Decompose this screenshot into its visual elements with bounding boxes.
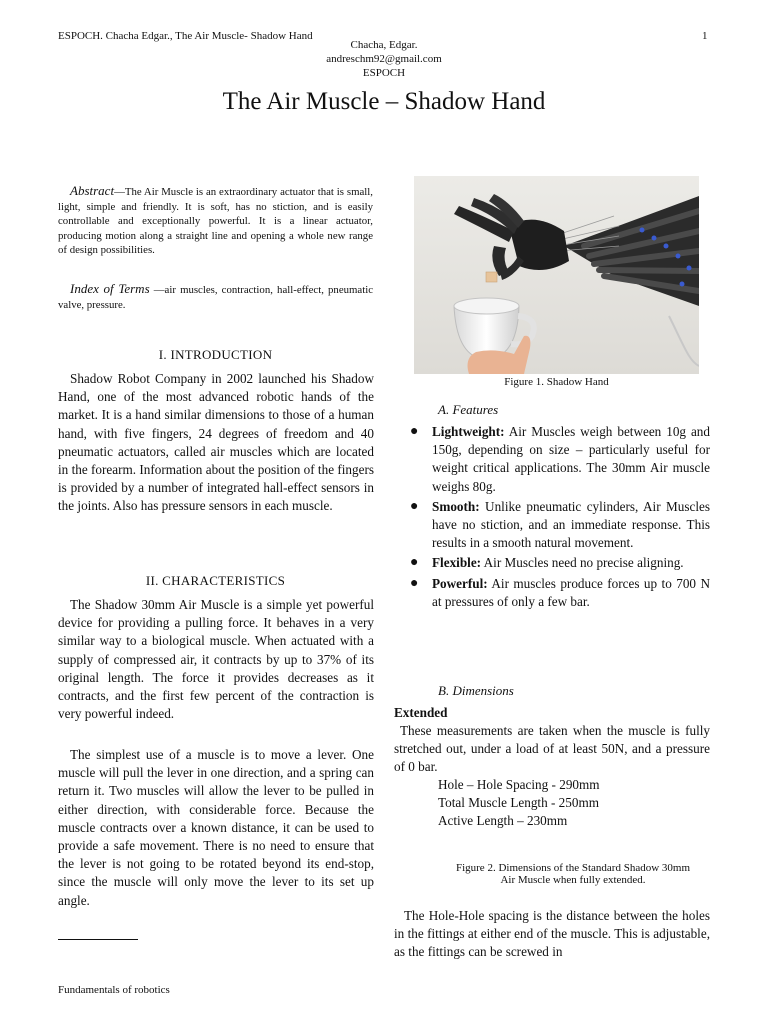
figure-2-caption-line-1: Figure 2. Dimensions of the Standard Shadow 30mm bbox=[455, 862, 691, 874]
features-item bbox=[410, 423, 710, 496]
author-email: andreschm92@gmail.com bbox=[326, 53, 442, 65]
features-item-text: Air Muscles need no precise aligning. bbox=[481, 555, 684, 571]
dimension-line: Active Length – 230mm bbox=[438, 813, 568, 829]
author-institution: ESPOCH bbox=[362, 67, 406, 79]
index-terms-text: —air muscles, contraction, hall-effect, pneumatic valve, pressure. bbox=[58, 284, 373, 311]
features-item-label: Lightweight: bbox=[432, 424, 505, 439]
features-item bbox=[410, 498, 710, 553]
features-item-label: Flexible: bbox=[432, 555, 482, 571]
figure-2-caption-line-2: Air Muscle when fully extended. bbox=[500, 874, 646, 886]
dimension-line: Total Muscle Length - 250mm bbox=[438, 795, 599, 811]
extended-label: Extended bbox=[394, 705, 448, 720]
dimensions-paragraph: These measurements are taken when the muscle is fully stretched out, under a load of at least 50N, and a pressure of 0 bar. bbox=[394, 723, 710, 775]
bullet-icon: ● bbox=[410, 498, 419, 514]
hole-spacing-paragraph: The Hole-Hole spacing is the distance between the holes in the fittings at either end of the muscle. This is adjustable, as the fittings can be screwed in bbox=[394, 908, 710, 960]
shadow-hand-illustration bbox=[414, 176, 699, 374]
features-item-text: Air muscles produce forces up to 700 N at pressures of only a few bar. bbox=[432, 575, 710, 609]
footer-text: Fundamentals of robotics bbox=[58, 984, 170, 996]
characteristics-heading: II. CHARACTERISTICS bbox=[145, 573, 286, 588]
index-terms bbox=[58, 282, 373, 312]
features-heading: A. Features bbox=[438, 402, 499, 417]
figure-2-caption bbox=[394, 862, 752, 886]
features-item-text: Air Muscles weigh between 10g and 150g, depending on size – particularly useful for weight critical applications. The 30mm Air muscle weighs 80g. bbox=[432, 424, 710, 494]
figure-1-caption: Figure 1. Shadow Hand bbox=[504, 376, 609, 388]
features-item bbox=[410, 554, 710, 572]
characteristics-paragraph-1: The Shadow 30mm Air Muscle is a simple yet powerful device for providing a pulling force. It behaves in a very similar way to a biological muscle. When actuated with a supply of compressed air, it contracts by up to 37% of its original length. The force it provides decreases as it contracts, and the first few percent of the contraction is very powerful indeed. bbox=[58, 597, 374, 722]
characteristics-paragraph-2: The simplest use of a muscle is to move a lever. One muscle will pull the lever in one direction, and a spring can return it. Two muscles will allow the lever to be pulled in either direction, with considerable force. Because the muscle contracts over a known distance, it can be used to provide a safe movement. There is no need to ensure that the lever is not going to be rotated beyond its end-stop, since the muscle will only move the lever to its set up angle. bbox=[58, 747, 374, 908]
bullet-icon: ● bbox=[410, 555, 419, 571]
page-number: 1 bbox=[702, 30, 708, 42]
bullet-icon: ● bbox=[410, 575, 419, 591]
shadow-hand-figure bbox=[414, 176, 699, 374]
features-item-label: Powerful: bbox=[432, 575, 488, 591]
footnote-divider bbox=[58, 939, 138, 940]
abstract-text: —The Air Muscle is an extraordinary actuator that is small, light, simple and friendly. It is soft, has no stiction, and is easily controllable and exceptionally powerful. It is a linear actuator, producing motion along a straight line and opening a whole new range of design possibilities. bbox=[58, 186, 373, 257]
intro-heading: I. INTRODUCTION bbox=[158, 347, 273, 362]
running-header: ESPOCH. Chacha Edgar., The Air Muscle- Shadow Hand bbox=[58, 30, 313, 42]
features-item-text: Unlike pneumatic cylinders, Air Muscles have no stiction, and an immediate response. This results in a smooth natural movement. bbox=[432, 498, 710, 551]
bullet-icon: ● bbox=[410, 424, 419, 439]
author-block bbox=[284, 38, 484, 80]
dimensions-heading: B. Dimensions bbox=[438, 683, 514, 698]
features-item bbox=[410, 575, 710, 611]
paper-title: The Air Muscle – Shadow Hand bbox=[222, 88, 546, 115]
dimension-line: Hole – Hole Spacing - 290mm bbox=[438, 777, 600, 792]
abstract-label: Abstract bbox=[70, 183, 115, 198]
features-list bbox=[410, 423, 710, 613]
intro-paragraph: Shadow Robot Company in 2002 launched his Shadow Hand, one of the most advanced robotic hands of the market. It is a hand similar dimensions to those of a human hand, with five fingers, 24 degrees of freedom and 40 pneumatic actuators, called air muscles which are located in the forearm. Information about the position of the fingers is provided by a number of integrated hall-effect sensors in the joints. Also has pressure sensors in each muscle. bbox=[58, 371, 374, 514]
abstract bbox=[58, 184, 373, 258]
dimensions-list bbox=[438, 776, 600, 831]
author-name: Chacha, Edgar. bbox=[350, 39, 418, 51]
index-terms-label: Index of Terms bbox=[70, 281, 150, 296]
features-item-label: Smooth: bbox=[432, 498, 480, 514]
